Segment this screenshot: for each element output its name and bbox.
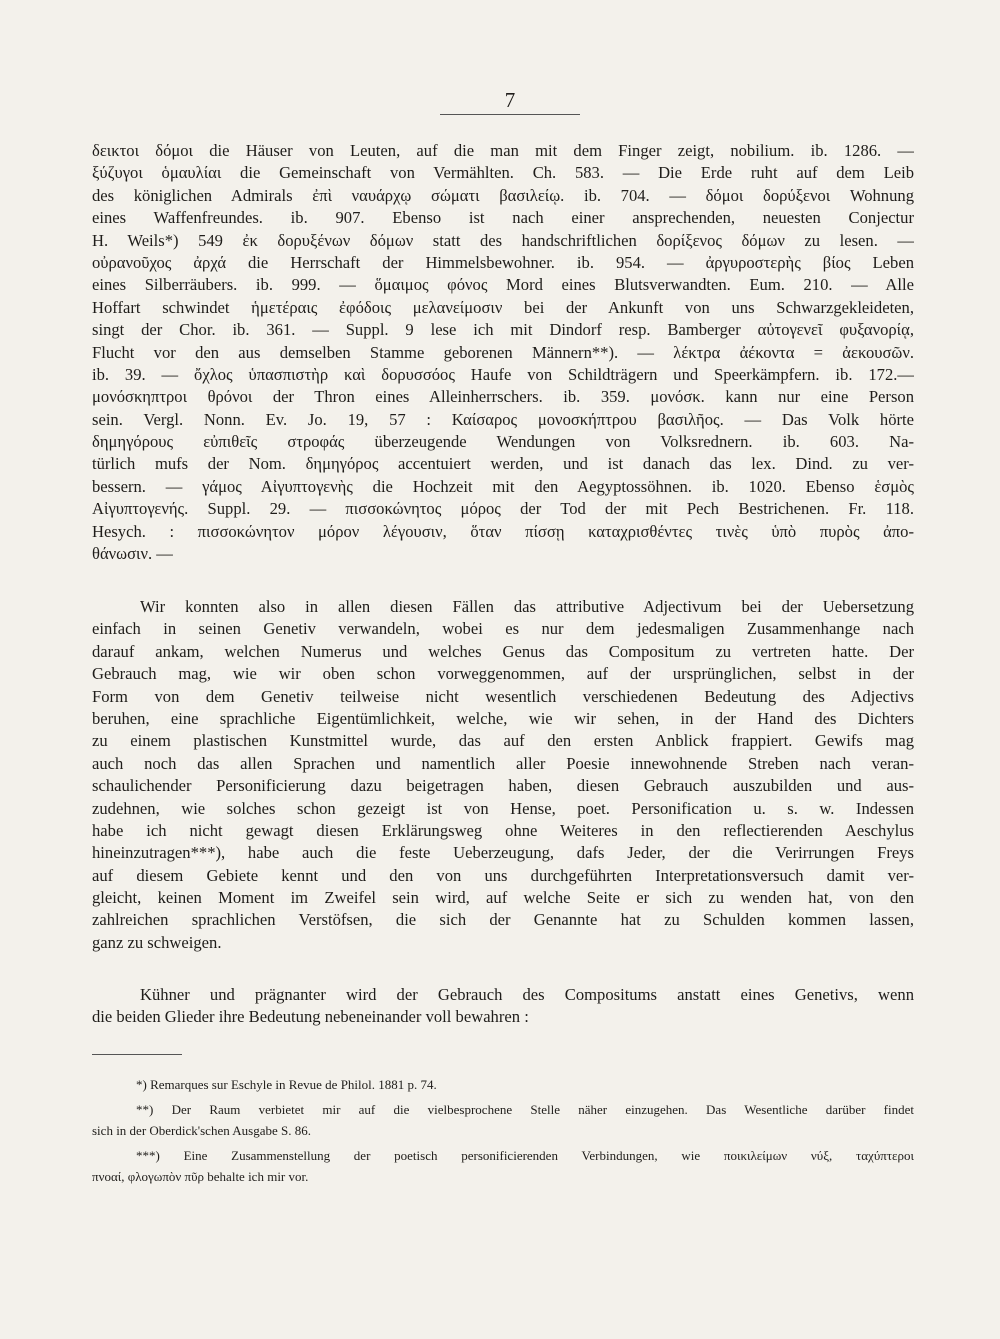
text-line: H. Weils*) 549 ἐκ δορυξένων δόμων statt des handschriftlichen δορίξενος δόμων zu lesen. — <box>92 230 914 250</box>
text-line: schaulichender Personificierung dazu beigetragen haben, diesen Gebrauch auszubilden und aus- <box>92 776 914 796</box>
text-line: zahlreichen sprachlichen Verstöfsen, die sich der Genannte hat zu Schulden kommen lassen, <box>92 910 914 930</box>
text-line: Wir konnten also in allen diesen Fällen das attributive Adjectivum bei der Uebersetzung <box>140 597 914 616</box>
footnote-2: **) Der Raum verbietet mir auf die vielbesprochene Stelle näher einzugehen. Das Wesentliche darüber findet <box>136 1102 914 1117</box>
text-line: Form von dem Genetiv teilweise nicht wesentlich verschiedenen Bedeutung des Adjectivs <box>92 686 914 706</box>
paragraph-main-argument <box>92 596 914 954</box>
text-line: die beiden Glieder ihre Bedeutung nebeneinander voll bewahren : <box>92 1007 529 1027</box>
text-line: Flucht vor den aus demselben Stamme geborenen Männern**). — λέκτρα ἀέκοντα = ἀεκουσῶν. <box>92 342 914 362</box>
text-line: darauf ankam, welchen Numerus und welches Genus das Compositum zu vertreten hatte. Der <box>92 641 914 661</box>
text-line: des königlichen Admirals ἐπὶ ναυάρχῳ σώματι βασιλείῳ. ib. 704. — δόμοι δορύξενοι Wohnung <box>92 185 914 205</box>
text-line: türlich mufs der Nom. δημηγόρος accentuiert werden, und ist danach das lex. Dind. zu ver- <box>92 454 914 474</box>
text-line: gleicht, keinen Moment im Zweifel sein wird, auf welche Seite er sich zu wenden hat, von den <box>92 888 914 908</box>
text-line: beruhen, eine sprachliche Eigentümlichkeit, welche, wie wir sehen, in der Hand des Dichters <box>92 708 914 728</box>
text-line: sein. Vergl. Nonn. Ev. Jo. 19, 57 : Καίσαρος μονοσκήπτρου βασιλῆος. — Das Volk hörte <box>92 409 914 429</box>
text-line: θάνωσιν. — <box>92 544 173 564</box>
paragraph-conclusion <box>92 984 914 1029</box>
text-line: eines Waffenfreundes. ib. 907. Ebenso ist nach einer ansprechenden, neuesten Conjectur <box>92 208 914 228</box>
footnote-3: ***) Eine Zusammenstellung der poetisch personificierenden Verbindungen, wie ποικιλείμων νύξ, ταχύπτεροι <box>136 1148 914 1163</box>
text-line: auch noch das allen Sprachen und namentlich aller Poesie innewohnende Streben nach veran- <box>92 753 914 773</box>
text-line: habe ich nicht gewagt diesen Erklärungsweg ohne Weiteres in den reflectierenden Aeschylus <box>92 820 914 840</box>
paragraph-greek-examples <box>92 140 914 565</box>
text-line: ξύζυγοι ὁμαυλίαι die Gemeinschaft von Vermählten. Ch. 583. — Die Erde ruht auf dem Leib <box>92 163 914 183</box>
text-line: zu einem plastischen Kunstmittel wurde, das auf den ersten Anblick frappiert. Gewifs mag <box>92 731 914 751</box>
footnote-3-cont: πνοαί, φλογωπὸν πῦρ behalte ich mir vor. <box>92 1169 309 1184</box>
footnotes <box>92 1074 914 1187</box>
text-line: hineinzutragen***), habe auch die feste Ueberzeugung, dafs Jeder, der die Verirrungen Freys <box>92 843 914 863</box>
text-line: einfach in seinen Genetiv verwandeln, wobei es nur dem jedesmaligen Zusammenhange nach <box>92 619 914 639</box>
footnote-1: *) Remarques sur Eschyle in Revue de Philol. 1881 p. 74. <box>136 1077 437 1092</box>
text-line: singt der Chor. ib. 361. — Suppl. 9 lese ich mit Dindorf resp. Bamberger αὐτογενεῖ φυξανορίᾳ, <box>92 320 914 340</box>
text-line: Gebrauch mag, wie wir oben schon vorweggenommen, auf der ursprünglichen, selbst in der <box>92 664 914 684</box>
text-line: Hoffart schwindet ἡμετέραις ἐφόδοις μελανείμοσιν bei der Ankunft von uns Schwarzgekleideten, <box>92 297 914 317</box>
text-line: ganz zu schweigen. <box>92 932 222 952</box>
text-line: ib. 39. — ὄχλος ὑπασπιστὴρ καὶ δορυσσόος Haufe von Schildträgern und Speerkämpfern. ib. 172.— <box>92 364 914 384</box>
text-line: Αἰγυπτογενής. Suppl. 29. — πισσοκώνητος μόρος der Tod der mit Pech Bestrichenen. Fr. 118. <box>92 499 914 519</box>
text-line: Hesych. : πισσοκώνητον μόρον λέγουσιν, ὅταν πίσσῃ καταχρισθέντες τινὲς ὑπὸ πυρὸς ἀπο- <box>92 521 914 541</box>
text-line: οὐρανοῦχος ἀρχά die Herrschaft der Himmelsbewohner. ib. 954. — ἀργυροστερὴς βίος Leben <box>92 252 914 272</box>
page-number: 7 <box>440 88 580 115</box>
text-line: bessern. — γάμος Αἰγυπτογενὴς die Hochzeit mit den Aegyptossöhnen. ib. 1020. Ebenso ἑσμὸς <box>92 476 914 496</box>
text-line: δεικτοι δόμοι die Häuser von Leuten, auf die man mit dem Finger zeigt, nobilium. ib. 1286. — <box>92 141 914 160</box>
text-line: δημηγόρους εὐπιθεῖς στροφάς überzeugende Wendungen von Volksrednern. ib. 603. Na- <box>92 432 914 452</box>
text-line: auf diesem Gebiete kennt und den von uns durchgeführten Interpretationsversuch damit ver- <box>92 865 914 885</box>
text-line: Kühner und prägnanter wird der Gebrauch des Compositums anstatt eines Genetivs, wenn <box>140 985 914 1004</box>
footnote-2-cont: sich in der Oberdick'schen Ausgabe S. 86. <box>92 1123 311 1138</box>
text-line: μονόσκηπτροι θρόνοι der Thron eines Alleinherrschers. ib. 359. μονόσκ. kann nur eine Person <box>92 387 914 407</box>
text-line: eines Silberräubers. ib. 999. — ὅμαιμος φόνος Mord eines Blutsverwandten. Eum. 210. — Alle <box>92 275 914 295</box>
footnote-divider <box>92 1054 182 1055</box>
text-line: zudehnen, wie solches schon gezeigt ist von Hense, poet. Personification u. s. w. Indessen <box>92 798 914 818</box>
